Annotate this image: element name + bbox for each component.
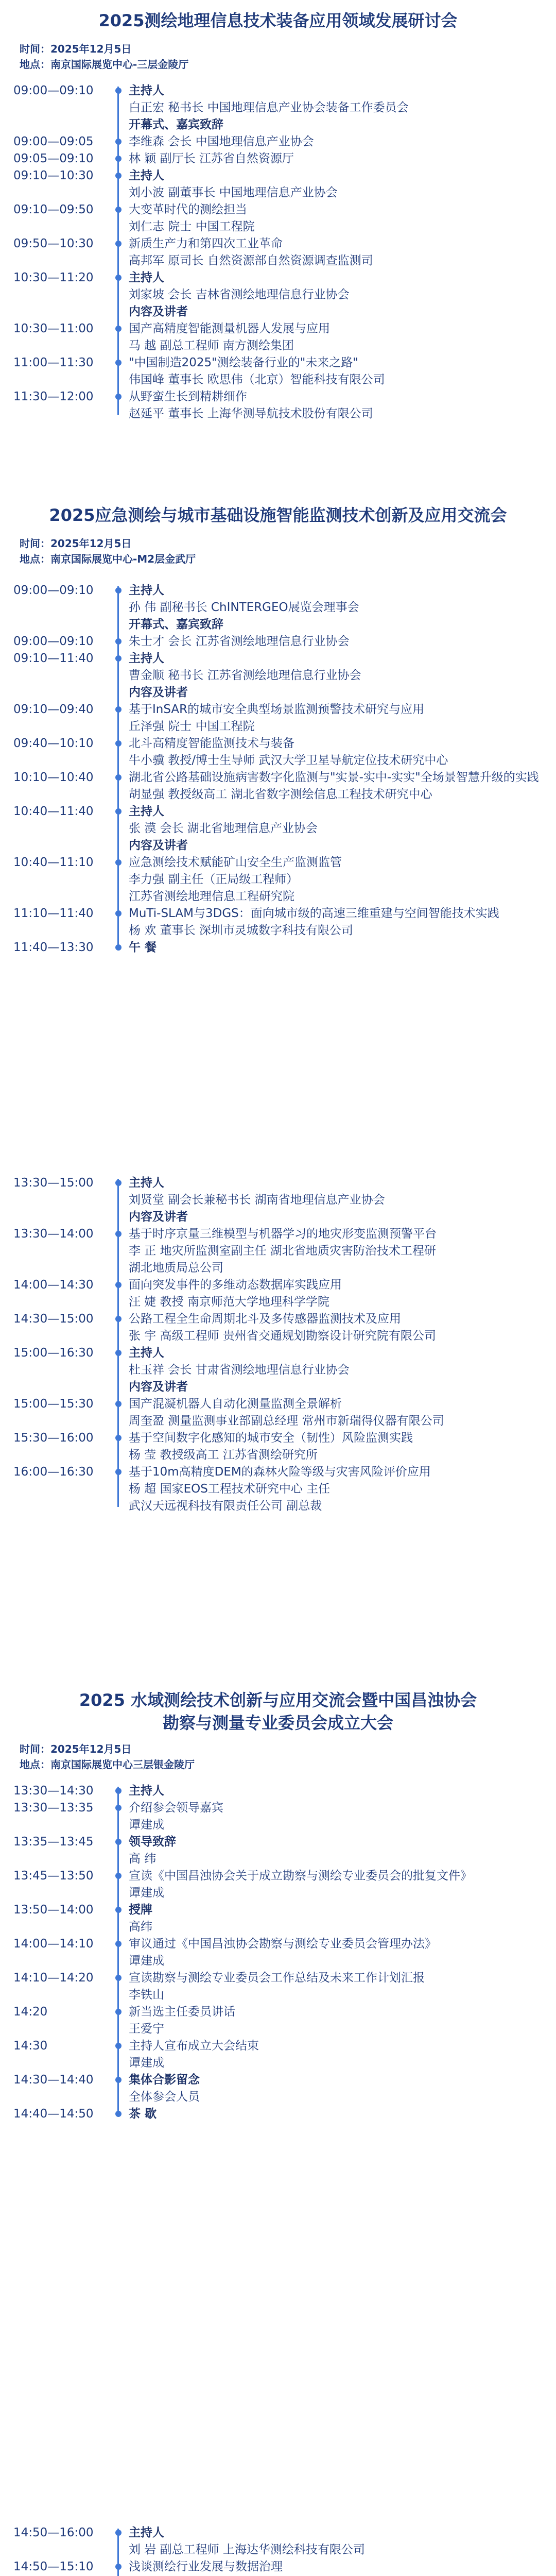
row-text: 高邦军 原司长 自然资源部自然资源调查监测司 [129,254,373,267]
row-heading: 主持人 [129,805,164,818]
s4-row [0,1936,556,1953]
s4-row [0,1851,556,1868]
timeline-dot-icon [115,139,121,145]
s1-row [0,184,556,201]
row-text: 杜玉祥 会长 甘肃省测绘地理信息行业协会 [129,1363,350,1377]
s1-row [0,252,556,269]
row-time: 14:00—14:10 [13,1937,94,1951]
row-time: 14:30 [13,2039,48,2053]
s4-row [0,1919,556,1936]
row-time: 14:50—15:10 [13,2560,94,2573]
row-time: 15:30—16:00 [13,1431,94,1445]
row-heading: 集体合影留念 [129,2073,200,2087]
s2-row [0,667,556,684]
s1-row [0,218,556,235]
timeline-dot-icon [115,859,121,866]
row-text: 湖北省公路基础设施病害数字化监测与"实景-实中-实实"全场景智慧升级的实践 [129,771,539,784]
timeline-dot-icon [115,1282,121,1288]
s2-row [0,905,556,922]
s4-row [0,1834,556,1851]
timeline-dot-icon [115,2111,121,2117]
row-time: 15:00—15:30 [13,1397,94,1411]
row-time: 13:30—14:00 [13,1227,94,1241]
s3-row [0,1226,556,1243]
s1-row [0,388,556,405]
s3-row [0,1396,556,1413]
row-time: 16:00—16:30 [13,1465,94,1479]
s4-row [0,2038,556,2055]
timeline-dot-icon [115,1435,121,1441]
row-time: 13:30—13:35 [13,1801,94,1815]
row-time: 09:10—09:40 [13,703,94,716]
timeline-dot-icon [115,1180,121,1186]
row-text: 刘小波 副董事长 中国地理信息产业协会 [129,186,338,199]
row-text: 审议通过《中国昌浊协会勘察与测绘专业委员会管理办法》 [129,1937,437,1951]
row-heading: 开幕式、嘉宾致辞 [129,618,223,631]
row-text: 伟国峰 董事长 欧思伟（北京）智能科技有限公司 [129,373,385,386]
row-text: 杨 莹 教授级高工 江苏省测绘研究所 [129,1448,318,1462]
row-text: 基于10m高精度DEM的森林火险等级与灾害风险评价应用 [129,1465,431,1479]
s1-row [0,303,556,320]
s1-row [0,133,556,150]
row-heading: 主持人 [129,652,164,665]
s2-row [0,786,556,803]
s2-title: 2025应急测绘与城市基础设施智能监测技术创新及应用交流会 [49,505,507,525]
row-text: 白正宏 秘书长 中国地理信息产业协会装备工作委员会 [129,101,409,114]
row-time: 09:00—09:10 [13,635,94,648]
row-text: 高 纬 [129,1852,157,1866]
row-time: 10:10—10:40 [13,771,94,784]
row-time: 09:05—09:10 [13,152,94,165]
timeline-dot-icon [115,88,121,94]
row-heading: 授牌 [129,1903,152,1917]
s2-row [0,939,556,956]
row-text: 李 正 地灾所监测室副主任 湖北省地质灾害防治技术工程研 [129,1244,436,1258]
row-text: 马 越 副总工程师 南方测绘集团 [129,339,294,352]
s2-row [0,803,556,820]
row-heading: 内容及讲者 [129,1210,188,1224]
timeline-dot-icon [115,275,121,281]
row-text: 孙 伟 副秘书长 ChINTERGEO展览会理事会 [129,601,359,614]
timeline-dot-icon [115,1839,121,1845]
s4-row [0,1817,556,1834]
s3-row [0,1192,556,1209]
row-heading: 主持人 [129,271,164,284]
timeline-dot-icon [115,638,121,645]
s3-row [0,1413,556,1430]
row-text: 国产高精度智能测量机器人发展与应用 [129,322,330,335]
s4-row [0,2055,556,2072]
s2-row [0,701,556,718]
timeline-dot-icon [115,241,121,247]
row-time: 14:10—14:20 [13,1971,94,1985]
s1-row [0,286,556,303]
row-text: 杨 欢 董事长 深圳市灵城数字科技有限公司 [129,924,353,937]
row-text: 周奎盈 测量监测事业部副总经理 常州市新瑞得仪器有限公司 [129,1414,444,1428]
row-time: 14:30—15:00 [13,1312,94,1326]
row-text: 胡显强 教授级高工 湖北省数字测绘信息工程技术研究中心 [129,788,432,801]
row-heading: 主持人 [129,1346,164,1360]
s3-row [0,1328,556,1345]
row-time: 14:50—16:00 [13,2526,94,2539]
row-text: 浅谈测绘行业发展与数据治理 [129,2560,283,2573]
timeline-dot-icon [115,1873,121,1879]
row-text: 牛小骥 教授/博士生导师 武汉大学卫星导航定位技术研究中心 [129,754,448,767]
s5-row [0,2524,556,2541]
row-text: 面向突发事件的多维动态数据库实践应用 [129,1278,342,1292]
row-time: 14:00—14:30 [13,1278,94,1292]
row-heading: 内容及讲者 [129,1380,188,1394]
timeline-dot-icon [115,1941,121,1947]
s1-row [0,82,556,99]
row-heading: 内容及讲者 [129,839,188,852]
s1-row [0,337,556,354]
timeline-dot-icon [115,2009,121,2015]
row-text: 李维森 会长 中国地理信息产业协会 [129,135,314,148]
row-text: 谭建成 [129,1818,164,1832]
s3-row [0,1430,556,1447]
row-text: 赵延平 董事长 上海华测导航技术股份有限公司 [129,407,373,420]
s2-row [0,735,556,752]
row-text: 全体参会人员 [129,2090,200,2104]
row-text: 主持人宣布成立大会结束 [129,2039,259,2053]
row-text: 湖北地质局总公司 [129,1261,223,1275]
timeline-dot-icon [115,1231,121,1237]
row-text: 丘泽强 院士 中国工程院 [129,720,255,733]
row-time: 09:00—09:10 [13,584,94,597]
timeline-dot-icon [115,706,121,713]
row-text: 武汉天远视科技有限责任公司 副总裁 [129,1499,322,1513]
row-heading: 主持人 [129,1784,164,1798]
s3-row [0,1175,556,1192]
s2-row [0,718,556,735]
row-text: 大变革时代的测绘担当 [129,203,247,216]
timeline-dot-icon [115,2564,121,2570]
s3-row [0,1260,556,1277]
s4-row [0,2072,556,2089]
row-heading: 内容及讲者 [129,305,188,318]
row-text: 刘 岩 副总工程师 上海达华测绘科技有限公司 [129,2543,365,2556]
row-text: 北斗高精度智能监测技术与装备 [129,737,294,750]
row-time: 09:10—09:50 [13,203,94,216]
timeline-dot-icon [115,1469,121,1475]
s1-row [0,354,556,371]
row-text: 谭建成 [129,2056,164,2070]
s2-row [0,871,556,888]
row-text: 张 宇 高级工程师 贵州省交通规划勘察设计研究院有限公司 [129,1329,436,1343]
s3-row [0,1481,556,1498]
row-text: 应急测绘技术赋能矿山安全生产监测监管 [129,856,342,869]
row-time: 11:00—11:30 [13,356,94,369]
s2-time: 时间：2025年12月5日 [20,537,132,550]
row-text: 国产混凝机器人自动化测量监测全景解析 [129,1397,342,1411]
row-time: 14:20 [13,2005,48,2019]
s2-row [0,820,556,837]
s1-row [0,269,556,286]
s1-row [0,371,556,388]
row-time: 15:00—16:30 [13,1346,94,1360]
row-time: 09:10—10:30 [13,169,94,182]
row-text: 高纬 [129,1920,152,1934]
s4-row [0,1970,556,1987]
row-heading: 内容及讲者 [129,686,188,699]
timeline-dot-icon [115,740,121,747]
row-heading: 主持人 [129,1176,164,1190]
s1-row [0,99,556,116]
row-heading: 茶 歇 [129,2107,157,2121]
s4-row [0,1902,556,1919]
row-time: 14:40—14:50 [13,2107,94,2121]
timeline-dot-icon [115,394,121,400]
timeline-dot-icon [115,910,121,917]
s2-row [0,922,556,939]
s4-row [0,1868,556,1885]
s1-row [0,320,556,337]
s1-row [0,167,556,184]
row-time: 09:10—11:40 [13,652,94,665]
s2-row [0,769,556,786]
row-heading: 开幕式、嘉宾致辞 [129,118,223,131]
s4-title: 2025 水域测绘技术创新与应用交流会暨中国昌浊协会 [79,1690,477,1710]
row-text: 公路工程全生命周期北斗及多传感器监测技术及应用 [129,1312,401,1326]
row-text: 张 漠 会长 湖北省地理信息产业协会 [129,822,318,835]
s3-row [0,1464,556,1481]
s1-time: 时间：2025年12月5日 [20,43,132,55]
s1-row [0,116,556,133]
row-time: 13:30—14:30 [13,1784,94,1798]
s1-row [0,235,556,252]
timeline-dot-icon [115,173,121,179]
row-time: 10:30—11:20 [13,271,94,284]
s4-row [0,1800,556,1817]
row-text: 刘家坡 会长 吉林省测绘地理信息行业协会 [129,288,350,301]
s4-row [0,1885,556,1902]
s4-row [0,1953,556,1970]
timeline-dot-icon [115,1350,121,1356]
row-text: 宣读《中国昌浊协会关于成立勘察与测绘专业委员会的批复文件》 [129,1869,472,1883]
row-text: 曹金顺 秘书长 江苏省测绘地理信息行业协会 [129,669,361,682]
s3-row [0,1379,556,1396]
row-text: 朱士才 会长 江苏省测绘地理信息行业协会 [129,635,350,648]
row-time: 11:40—13:30 [13,941,94,954]
row-time: 10:30—11:00 [13,322,94,335]
s2-row [0,684,556,701]
row-heading: 主持人 [129,2526,164,2539]
row-time: 09:40—10:10 [13,737,94,750]
s3-row [0,1243,556,1260]
s5-row [0,2541,556,2558]
row-text: 谭建成 [129,1954,164,1968]
timeline-dot-icon [115,2043,121,2049]
s1-title: 2025测绘地理信息技术装备应用领域发展研讨会 [98,11,458,30]
timeline-dot-icon [115,326,121,332]
row-heading: 领导致辞 [129,1835,176,1849]
row-text: 新当选主任委员讲话 [129,2005,235,2019]
s2-row [0,582,556,599]
row-text: "中国制造2025"测绘装备行业的"未来之路" [129,356,358,369]
timeline-dot-icon [115,1401,121,1407]
timeline-dot-icon [115,1805,121,1811]
timeline-dot-icon [115,1907,121,1913]
row-text: 基于空间数字化感知的城市安全（韧性）风险监测实践 [129,1431,413,1445]
row-text: 介绍参会领导嘉宾 [129,1801,223,1815]
s4-place: 地点：南京国际展览中心三层银金陵厅 [20,1758,195,1771]
s4-row [0,2004,556,2021]
row-heading: 主持人 [129,584,164,597]
row-text: 从野蛮生长到精耕细作 [129,390,247,403]
s3-row [0,1362,556,1379]
row-time: 11:10—11:40 [13,907,94,920]
s1-row [0,150,556,167]
row-time: 10:40—11:40 [13,805,94,818]
row-text: 汪 婕 教授 南京师范大学地理科学学院 [129,1295,329,1309]
row-time: 13:45—13:50 [13,1869,94,1883]
s3-row [0,1311,556,1328]
s1-row [0,405,556,422]
s2-row [0,616,556,633]
s4-time: 时间：2025年12月5日 [20,1743,132,1755]
s2-row [0,650,556,667]
row-text: 宣读勘察与测绘专业委员会工作总结及未来工作计划汇报 [129,1971,425,1985]
row-text: 刘贤堂 副会长兼秘书长 湖南省地理信息产业协会 [129,1193,385,1207]
row-time: 09:00—09:05 [13,135,94,148]
s1-place: 地点：南京国际展览中心-三层金陵厅 [20,58,189,71]
row-text: 新质生产力和第四次工业革命 [129,237,283,250]
row-text: 刘仁志 院士 中国工程院 [129,220,255,233]
s2-row [0,837,556,854]
s2-place: 地点：南京国际展览中心-M2层金武厅 [20,553,196,565]
s3-row [0,1447,556,1464]
timeline-dot-icon [115,808,121,815]
s4-row [0,2089,556,2106]
row-text: 李力强 副主任（正局级工程师） [129,873,299,886]
row-text: 基于InSAR的城市安全典型场景监测预警技术研究与应用 [129,703,425,716]
row-time: 13:35—13:45 [13,1835,94,1849]
s3-row [0,1345,556,1362]
row-time: 09:50—10:30 [13,237,94,250]
row-time: 14:30—14:40 [13,2073,94,2087]
timeline-dot-icon [115,1788,121,1794]
timeline-dot-icon [115,1316,121,1322]
timeline-dot-icon [115,1975,121,1981]
timeline-dot-icon [115,2077,121,2083]
row-time: 10:40—11:10 [13,856,94,869]
timeline-dot-icon [115,587,121,594]
s2-row [0,633,556,650]
s5-row [0,2558,556,2575]
row-text: 王爱宁 [129,2022,164,2036]
row-time: 13:50—14:00 [13,1903,94,1917]
s2-row [0,888,556,905]
s3-row [0,1498,556,1515]
row-text: 江苏省测绘地理信息工程研究院 [129,890,294,903]
timeline-dot-icon [115,774,121,781]
s3-row [0,1209,556,1226]
row-time: 11:30—12:00 [13,390,94,403]
row-text: 李铁山 [129,1988,164,2002]
row-time: 09:00—09:10 [13,84,94,97]
row-text: 谭建成 [129,1886,164,1900]
s4-row [0,1783,556,1800]
timeline-dot-icon [115,2530,121,2536]
row-text: 杨 超 国家EOS工程技术研究中心 主任 [129,1482,331,1496]
s4-subtitle: 勘察与测量专业委员会成立大会 [162,1713,393,1733]
s3-row [0,1294,556,1311]
timeline-dot-icon [115,655,121,662]
row-heading: 午 餐 [129,941,157,954]
timeline-dot-icon [115,360,121,366]
timeline-dot-icon [115,156,121,162]
s4-row [0,2021,556,2038]
timeline-dot-icon [115,207,121,213]
row-text: MuTi-SLAM与3DGS：面向城市级的高速三维重建与空间智能技术实践 [129,907,499,920]
timeline-dot-icon [115,944,121,951]
s2-row [0,752,556,769]
s1-row [0,201,556,218]
s2-row [0,854,556,871]
row-time: 13:30—15:00 [13,1176,94,1190]
row-heading: 主持人 [129,84,164,97]
row-text: 林 颖 副厅长 江苏省自然资源厅 [129,152,294,165]
s2-row [0,599,556,616]
row-text: 基于时序京量三维模型与机器学习的地灾形变监测预警平台 [129,1227,437,1241]
s3-row [0,1277,556,1294]
s4-row [0,2106,556,2123]
row-heading: 主持人 [129,169,164,182]
s4-row [0,1987,556,2004]
